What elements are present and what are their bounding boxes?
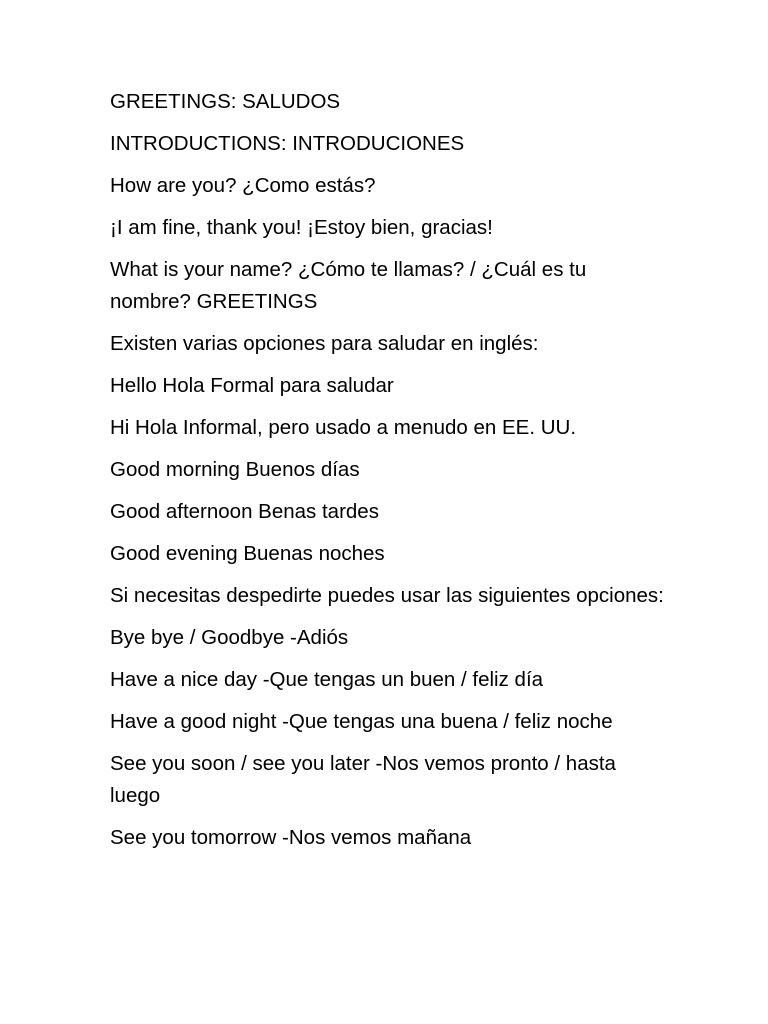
paragraph-good-afternoon: Good afternoon Benas tardes bbox=[110, 500, 379, 523]
paragraph-i-am-fine: ¡I am fine, thank you! ¡Estoy bien, gracias! bbox=[110, 216, 493, 239]
paragraph-have-a-good-night: Have a good night -Que tengas una buena / feliz noche bbox=[110, 710, 613, 733]
heading-introductions: INTRODUCTIONS: INTRODUCIONES bbox=[110, 132, 465, 155]
paragraph-greeting-options-intro: Existen varias opciones para saludar en inglés: bbox=[110, 332, 539, 355]
paragraph-see-you-soon: See you soon / see you later -Nos vemos pronto / hasta luego bbox=[110, 752, 616, 807]
heading-greetings: GREETINGS: SALUDOS bbox=[110, 90, 341, 113]
paragraph-see-you-tomorrow: See you tomorrow -Nos vemos mañana bbox=[110, 826, 472, 849]
paragraph-hi: Hi Hola Informal, pero usado a menudo en EE. UU. bbox=[110, 416, 577, 439]
document-body bbox=[110, 86, 670, 864]
paragraph-good-evening: Good evening Buenas noches bbox=[110, 542, 385, 565]
paragraph-bye-bye: Bye bye / Goodbye -Adiós bbox=[110, 626, 349, 649]
paragraph-have-a-nice-day: Have a nice day -Que tengas un buen / feliz día bbox=[110, 668, 544, 691]
paragraph-farewell-intro: Si necesitas despedirte puedes usar las siguientes opciones: bbox=[110, 584, 664, 607]
paragraph-hello: Hello Hola Formal para saludar bbox=[110, 374, 394, 397]
paragraph-what-is-your-name: What is your name? ¿Cómo te llamas? / ¿Cuál es tu nombre? GREETINGS bbox=[110, 258, 587, 313]
paragraph-how-are-you: How are you? ¿Como estás? bbox=[110, 174, 376, 197]
paragraph-good-morning: Good morning Buenos días bbox=[110, 458, 360, 481]
